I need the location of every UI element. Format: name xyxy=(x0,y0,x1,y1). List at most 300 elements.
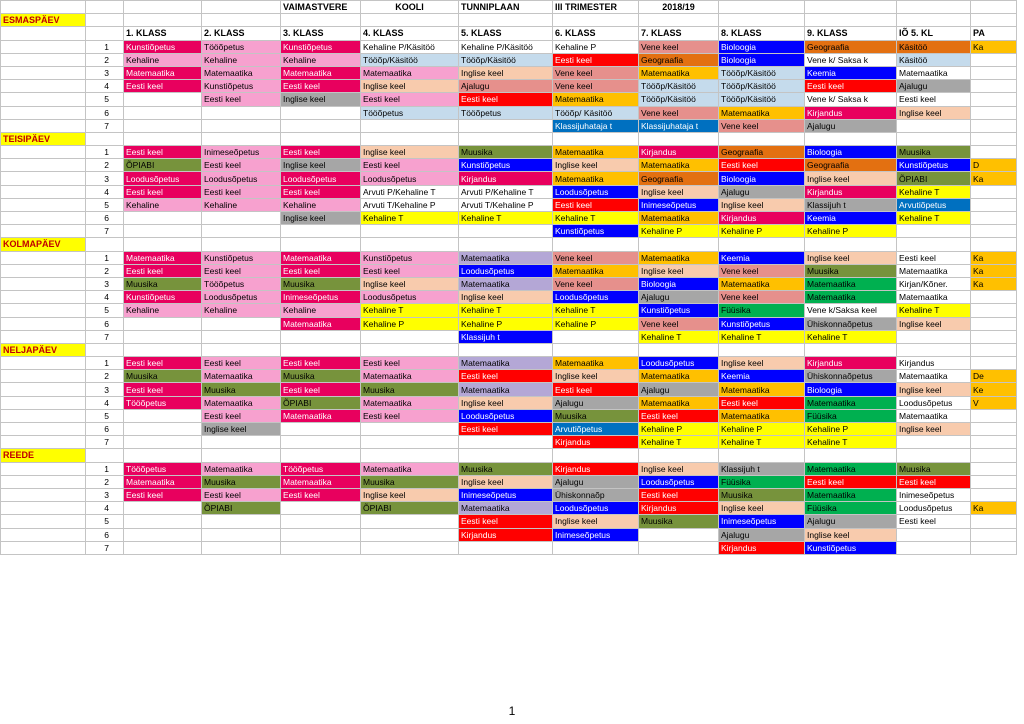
lesson-cell: Inimeseõpetus xyxy=(459,488,553,501)
lesson-cell: Kehaline xyxy=(124,304,202,317)
lesson-cell xyxy=(971,106,1017,119)
class-header: 6. KLASS xyxy=(553,27,639,40)
lesson-cell: Ajalugu xyxy=(719,185,805,198)
lesson-row xyxy=(1,528,1017,541)
lesson-cell: Klassijuh t xyxy=(805,198,897,211)
lesson-cell: Ühiskonnaõp xyxy=(553,488,639,501)
lesson-number: 1 xyxy=(86,357,124,370)
lesson-cell: Kehaline T xyxy=(361,304,459,317)
lesson-number: 4 xyxy=(86,80,124,93)
day-name: TEISIPÄEV xyxy=(1,132,86,145)
lesson-cell xyxy=(281,528,361,541)
lesson-number: 4 xyxy=(86,502,124,515)
lesson-cell xyxy=(897,541,971,554)
lesson-cell: Muusika xyxy=(897,462,971,475)
day-header-row xyxy=(1,449,1017,462)
lesson-row xyxy=(1,225,1017,238)
lesson-row xyxy=(1,541,1017,554)
lesson-cell: Matemaatika xyxy=(459,277,553,290)
lesson-cell: Eesti keel xyxy=(124,80,202,93)
lesson-cell: Eesti keel xyxy=(281,488,361,501)
lesson-cell xyxy=(124,212,202,225)
lesson-cell: Keemia xyxy=(719,370,805,383)
lesson-cell xyxy=(124,330,202,343)
lesson-cell: Inglise keel xyxy=(281,212,361,225)
lesson-cell: Tööõpetus xyxy=(459,106,553,119)
lesson-cell: Inglise keel xyxy=(719,198,805,211)
lesson-cell: Eesti keel xyxy=(897,251,971,264)
lesson-cell: Eesti keel xyxy=(361,93,459,106)
lesson-cell: Inglise keel xyxy=(805,251,897,264)
lesson-row xyxy=(1,423,1017,436)
lesson-cell: Loodusõpetus xyxy=(639,475,719,488)
lesson-cell: Inglise keel xyxy=(553,370,639,383)
lesson-cell: Vene keel xyxy=(719,291,805,304)
lesson-cell: Inglise keel xyxy=(361,277,459,290)
lesson-cell xyxy=(124,528,202,541)
lesson-cell xyxy=(459,541,553,554)
lesson-number: 7 xyxy=(86,436,124,449)
lesson-cell xyxy=(361,541,459,554)
lesson-cell: Eesti keel xyxy=(361,159,459,172)
lesson-cell: Matemaatika xyxy=(361,370,459,383)
lesson-cell: Inglise keel xyxy=(459,396,553,409)
lesson-cell: Tööõpetus xyxy=(202,277,281,290)
lesson-cell: Bioloogia xyxy=(805,146,897,159)
lesson-cell xyxy=(281,515,361,528)
lesson-cell: Matemaatika xyxy=(281,66,361,79)
lesson-row xyxy=(1,475,1017,488)
lesson-cell: Kehaline P xyxy=(459,317,553,330)
lesson-cell xyxy=(202,317,281,330)
lesson-cell: Eesti keel xyxy=(805,80,897,93)
lesson-cell: Loodusõpetus xyxy=(553,291,639,304)
lesson-cell: Tööõp/Käsitöö xyxy=(361,53,459,66)
lesson-cell: Kehaline T xyxy=(719,330,805,343)
class-header: 1. KLASS xyxy=(124,27,202,40)
lesson-number: 3 xyxy=(86,277,124,290)
lesson-row xyxy=(1,436,1017,449)
lesson-cell: Kehaline T xyxy=(459,304,553,317)
lesson-cell xyxy=(281,423,361,436)
lesson-cell xyxy=(971,80,1017,93)
lesson-cell: Bioloogia xyxy=(719,53,805,66)
lesson-cell: Eesti keel xyxy=(124,264,202,277)
lesson-cell: Tööõpetus xyxy=(281,462,361,475)
lesson-cell: Bioloogia xyxy=(719,40,805,53)
lesson-cell xyxy=(202,436,281,449)
lesson-cell: Kirjandus xyxy=(897,357,971,370)
lesson-cell: Füüsika xyxy=(719,304,805,317)
lesson-cell: Kirjan/Kõner. xyxy=(897,277,971,290)
lesson-row xyxy=(1,80,1017,93)
lesson-cell xyxy=(124,423,202,436)
lesson-number: 5 xyxy=(86,93,124,106)
lesson-cell: Inglise keel xyxy=(361,146,459,159)
lesson-cell: Inglise keel xyxy=(361,80,459,93)
lesson-cell xyxy=(971,198,1017,211)
lesson-cell: Vene k/ Saksa k xyxy=(805,93,897,106)
class-header: 2. KLASS xyxy=(202,27,281,40)
lesson-cell xyxy=(971,185,1017,198)
lesson-cell: Vene keel xyxy=(639,317,719,330)
lesson-cell: Loodusõpetus xyxy=(459,264,553,277)
lesson-number: 6 xyxy=(86,317,124,330)
lesson-cell xyxy=(553,541,639,554)
lesson-cell xyxy=(459,436,553,449)
lesson-cell: Matemaatika xyxy=(202,462,281,475)
lesson-cell xyxy=(361,423,459,436)
lesson-cell xyxy=(281,225,361,238)
lesson-cell: Loodusõpetus xyxy=(897,502,971,515)
lesson-number: 4 xyxy=(86,291,124,304)
lesson-number: 1 xyxy=(86,462,124,475)
lesson-cell: Matemaatika xyxy=(281,251,361,264)
lesson-number: 5 xyxy=(86,304,124,317)
lesson-cell: Muusika xyxy=(124,277,202,290)
lesson-cell: Kunstiõpetus xyxy=(719,317,805,330)
lesson-cell: Kehaline xyxy=(124,53,202,66)
lesson-cell: Matemaatika xyxy=(897,409,971,422)
lesson-cell: Eesti keel xyxy=(124,357,202,370)
lesson-cell: Ajalugu xyxy=(639,291,719,304)
lesson-cell xyxy=(971,515,1017,528)
lesson-cell: Kehaline xyxy=(124,198,202,211)
lesson-cell: Vene keel xyxy=(719,264,805,277)
lesson-number: 2 xyxy=(86,53,124,66)
lesson-cell: Klassijuhataja t xyxy=(553,119,639,132)
lesson-cell: Kunstiõpetus xyxy=(202,80,281,93)
lesson-cell: Kehaline P xyxy=(361,317,459,330)
day-header-row xyxy=(1,132,1017,145)
lesson-cell xyxy=(202,212,281,225)
lesson-cell: Kunstiõpetus xyxy=(897,159,971,172)
lesson-cell: Eesti keel xyxy=(459,515,553,528)
lesson-cell xyxy=(202,330,281,343)
lesson-cell xyxy=(971,53,1017,66)
lesson-cell: Loodusõpetus xyxy=(281,172,361,185)
lesson-cell: Matemaatika xyxy=(805,277,897,290)
lesson-cell xyxy=(124,225,202,238)
lesson-cell: Inglise keel xyxy=(639,185,719,198)
lesson-cell: Eesti keel xyxy=(202,93,281,106)
lesson-cell xyxy=(361,436,459,449)
lesson-cell: Eesti keel xyxy=(361,357,459,370)
lesson-number: 2 xyxy=(86,475,124,488)
lesson-cell: Tööõpetus xyxy=(361,106,459,119)
lesson-cell: Bioloogia xyxy=(805,383,897,396)
lesson-cell: Füüsika xyxy=(805,409,897,422)
lesson-cell: ÕPIABI xyxy=(361,502,459,515)
lesson-cell: Eesti keel xyxy=(361,409,459,422)
lesson-cell: Arvuti T/Kehaline P xyxy=(459,198,553,211)
lesson-cell xyxy=(124,502,202,515)
lesson-cell: Kirjandus xyxy=(553,436,639,449)
lesson-cell: Muusika xyxy=(361,383,459,396)
lesson-cell: Matemaatika xyxy=(719,277,805,290)
lesson-cell: Ajalugu xyxy=(719,528,805,541)
lesson-cell: Eesti keel xyxy=(281,264,361,277)
day-header-row xyxy=(1,343,1017,356)
lesson-cell: Kunstiõpetus xyxy=(459,159,553,172)
lesson-cell xyxy=(971,304,1017,317)
lesson-cell: Matemaatika xyxy=(897,291,971,304)
lesson-cell: Matemaatika xyxy=(361,66,459,79)
lesson-cell: Matemaatika xyxy=(124,251,202,264)
lesson-row xyxy=(1,502,1017,515)
lesson-cell: Matemaatika xyxy=(361,396,459,409)
lesson-number: 2 xyxy=(86,264,124,277)
lesson-cell: Kehaline P xyxy=(805,423,897,436)
lesson-cell: Ajalugu xyxy=(553,475,639,488)
lesson-cell xyxy=(124,106,202,119)
lesson-cell: Klassijuh t xyxy=(459,330,553,343)
lesson-cell xyxy=(202,106,281,119)
lesson-cell xyxy=(124,541,202,554)
lesson-cell: Kirjandus xyxy=(553,462,639,475)
lesson-cell: Kehaline xyxy=(281,304,361,317)
lesson-cell: Eesti keel xyxy=(719,396,805,409)
lesson-cell xyxy=(897,225,971,238)
lesson-cell: Ke xyxy=(971,383,1017,396)
lesson-cell xyxy=(897,528,971,541)
lesson-cell: Loodusõpetus xyxy=(639,357,719,370)
lesson-cell: Matemaatika xyxy=(897,66,971,79)
lesson-row xyxy=(1,172,1017,185)
lesson-row xyxy=(1,330,1017,343)
lesson-cell xyxy=(553,330,639,343)
lesson-cell: Inglise keel xyxy=(281,93,361,106)
title-plan: TUNNIPLAAN xyxy=(459,1,553,14)
lesson-cell: Ka xyxy=(971,40,1017,53)
lesson-cell: Kirjandus xyxy=(719,541,805,554)
lesson-cell xyxy=(361,330,459,343)
lesson-cell: Tööõp/Käsitöö xyxy=(719,80,805,93)
lesson-cell: Loodusõpetus xyxy=(459,409,553,422)
lesson-cell: Eesti keel xyxy=(202,264,281,277)
lesson-cell: Kehaline P xyxy=(639,423,719,436)
lesson-cell: ÕPIABI xyxy=(281,396,361,409)
lesson-cell: ÕPIABI xyxy=(202,502,281,515)
lesson-cell xyxy=(971,462,1017,475)
lesson-cell: Matemaatika xyxy=(124,66,202,79)
lesson-row xyxy=(1,370,1017,383)
lesson-cell: ÕPIABI xyxy=(897,172,971,185)
lesson-cell: Matemaatika xyxy=(553,146,639,159)
lesson-row xyxy=(1,212,1017,225)
day-name: NELJAPÄEV xyxy=(1,343,86,356)
lesson-cell: Bioloogia xyxy=(639,277,719,290)
lesson-cell: Muusika xyxy=(897,146,971,159)
lesson-cell: Loodusõpetus xyxy=(553,185,639,198)
lesson-row xyxy=(1,159,1017,172)
lesson-row xyxy=(1,396,1017,409)
lesson-cell: Kunstiõpetus xyxy=(805,541,897,554)
lesson-cell: Kehaline T xyxy=(639,436,719,449)
lesson-cell: Muusika xyxy=(361,475,459,488)
lesson-cell: Arvuti T/Kehaline P xyxy=(361,198,459,211)
lesson-cell: Muusika xyxy=(553,409,639,422)
title-school-2: KOOLI xyxy=(361,1,459,14)
lesson-cell: Tööõp/Käsitöö xyxy=(459,53,553,66)
lesson-cell xyxy=(971,409,1017,422)
lesson-cell xyxy=(124,119,202,132)
lesson-cell: Inglise keel xyxy=(459,475,553,488)
lesson-cell: Vene keel xyxy=(719,119,805,132)
lesson-cell: Kunstiõpetus xyxy=(361,251,459,264)
lesson-cell: Vene keel xyxy=(639,40,719,53)
lesson-cell: Eesti keel xyxy=(281,146,361,159)
lesson-row xyxy=(1,317,1017,330)
class-header: 5. KLASS xyxy=(459,27,553,40)
lesson-cell xyxy=(124,317,202,330)
lesson-cell: Kehaline T xyxy=(897,212,971,225)
lesson-cell: Eesti keel xyxy=(202,357,281,370)
title-term: III TRIMESTER xyxy=(553,1,639,14)
lesson-cell: Geograafia xyxy=(639,172,719,185)
lesson-cell: Kehaline T xyxy=(719,436,805,449)
lesson-cell: Käsitöö xyxy=(897,40,971,53)
lesson-cell: Geograafia xyxy=(805,40,897,53)
lesson-number: 6 xyxy=(86,528,124,541)
lesson-cell: Klassijuh t xyxy=(719,462,805,475)
lesson-cell: Muusika xyxy=(459,146,553,159)
lesson-cell: Kehaline P xyxy=(719,225,805,238)
lesson-cell: Matemaatika xyxy=(459,357,553,370)
lesson-cell xyxy=(202,528,281,541)
lesson-cell: Keemia xyxy=(805,212,897,225)
lesson-cell: Eesti keel xyxy=(202,185,281,198)
lesson-cell: Kunstiõpetus xyxy=(639,304,719,317)
lesson-cell: Eesti keel xyxy=(281,80,361,93)
lesson-cell: Klassijuhataja t xyxy=(639,119,719,132)
lesson-cell: Muusika xyxy=(639,515,719,528)
lesson-cell: Eesti keel xyxy=(124,488,202,501)
lesson-cell: Tööõpetus xyxy=(202,40,281,53)
day-header-row xyxy=(1,14,1017,27)
lesson-cell: Kehaline P/Käsitöö xyxy=(361,40,459,53)
lesson-cell: Loodusõpetus xyxy=(553,502,639,515)
lesson-cell: Tööõp/ Käsitöö xyxy=(553,106,639,119)
lesson-cell: Ajalugu xyxy=(897,80,971,93)
lesson-cell: Eesti keel xyxy=(897,93,971,106)
lesson-cell: Eesti keel xyxy=(281,383,361,396)
day-header-row xyxy=(1,238,1017,251)
lesson-number: 3 xyxy=(86,488,124,501)
lesson-cell: Matemaatika xyxy=(553,93,639,106)
lesson-cell xyxy=(971,66,1017,79)
lesson-cell: Eesti keel xyxy=(553,383,639,396)
lesson-cell: D xyxy=(971,159,1017,172)
lesson-row xyxy=(1,251,1017,264)
lesson-cell: Ajalugu xyxy=(805,515,897,528)
lesson-cell xyxy=(971,475,1017,488)
lesson-cell xyxy=(971,93,1017,106)
lesson-cell: Eesti keel xyxy=(897,515,971,528)
lesson-cell: Inglise keel xyxy=(553,159,639,172)
lesson-cell: Matemaatika xyxy=(459,383,553,396)
lesson-cell xyxy=(281,502,361,515)
lesson-cell: Kirjandus xyxy=(639,146,719,159)
lesson-row xyxy=(1,357,1017,370)
lesson-cell: Matemaatika xyxy=(805,462,897,475)
lesson-cell: Vene keel xyxy=(553,251,639,264)
lesson-cell: Inimeseõpetus xyxy=(897,488,971,501)
lesson-cell: Tööõp/Käsitöö xyxy=(719,93,805,106)
lesson-cell xyxy=(971,146,1017,159)
lesson-cell xyxy=(124,515,202,528)
lesson-cell: Tööõp/Käsitöö xyxy=(639,80,719,93)
lesson-cell: Kehaline P xyxy=(553,40,639,53)
lesson-cell: Kehaline T xyxy=(897,185,971,198)
lesson-cell: Matemaatika xyxy=(805,396,897,409)
lesson-cell: Kirjandus xyxy=(459,172,553,185)
lesson-cell xyxy=(971,317,1017,330)
lesson-cell: Kehaline T xyxy=(361,212,459,225)
lesson-cell: Matemaatika xyxy=(553,172,639,185)
lesson-cell xyxy=(971,357,1017,370)
lesson-cell xyxy=(639,528,719,541)
lesson-row xyxy=(1,40,1017,53)
lesson-cell: Inglise keel xyxy=(719,357,805,370)
lesson-number: 5 xyxy=(86,409,124,422)
lesson-cell: Arvutiõpetus xyxy=(897,198,971,211)
lesson-cell: Vene keel xyxy=(553,277,639,290)
lesson-row xyxy=(1,66,1017,79)
lesson-cell xyxy=(459,119,553,132)
lesson-cell: Muusika xyxy=(281,370,361,383)
lesson-cell: Vene keel xyxy=(639,106,719,119)
lesson-cell: Kirjandus xyxy=(459,528,553,541)
lesson-cell xyxy=(971,436,1017,449)
lesson-cell: Kirjandus xyxy=(805,106,897,119)
lesson-cell: Eesti keel xyxy=(459,423,553,436)
lesson-row xyxy=(1,277,1017,290)
lesson-cell: Kehaline P xyxy=(719,423,805,436)
lesson-number: 6 xyxy=(86,212,124,225)
lesson-cell: Kehaline P xyxy=(639,225,719,238)
lesson-cell: Inimeseõpetus xyxy=(719,515,805,528)
lesson-cell: Matemaatika xyxy=(202,396,281,409)
lesson-cell xyxy=(124,436,202,449)
lesson-number: 4 xyxy=(86,396,124,409)
lesson-cell: Tööõpetus xyxy=(124,396,202,409)
lesson-cell: Kehaline T xyxy=(553,304,639,317)
lesson-cell xyxy=(281,436,361,449)
lesson-cell: Eesti keel xyxy=(897,475,971,488)
lesson-cell: Loodusõpetus xyxy=(202,172,281,185)
lesson-cell xyxy=(897,436,971,449)
title-year: 2018/19 xyxy=(639,1,719,14)
lesson-cell: Matemaatika xyxy=(897,264,971,277)
day-name: ESMASPÄEV xyxy=(1,14,86,27)
lesson-number: 6 xyxy=(86,423,124,436)
lesson-cell: Kunstiõpetus xyxy=(124,291,202,304)
lesson-cell: Matemaatika xyxy=(719,106,805,119)
lesson-cell: Eesti keel xyxy=(553,53,639,66)
lesson-cell: Vene keel xyxy=(553,66,639,79)
lesson-cell: Geograafia xyxy=(639,53,719,66)
lesson-cell: Kehaline xyxy=(202,198,281,211)
lesson-number: 1 xyxy=(86,40,124,53)
lesson-cell: Ka xyxy=(971,172,1017,185)
lesson-cell: Tööõp/Käsitöö xyxy=(639,93,719,106)
lesson-cell: Kirjandus xyxy=(805,357,897,370)
lesson-number: 3 xyxy=(86,172,124,185)
lesson-cell: Matemaatika xyxy=(553,264,639,277)
lesson-cell: Eesti keel xyxy=(124,383,202,396)
lesson-cell xyxy=(281,106,361,119)
